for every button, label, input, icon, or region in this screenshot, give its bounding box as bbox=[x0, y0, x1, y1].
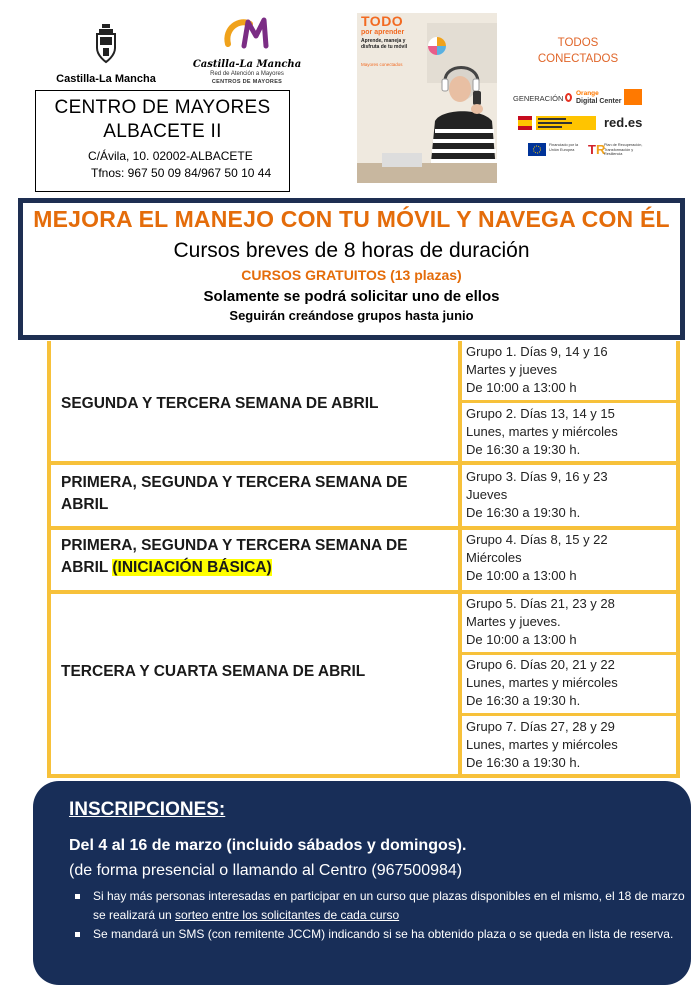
generacion-logo bbox=[513, 93, 572, 103]
campaign-poster bbox=[357, 13, 497, 183]
note2-text: Se mandará un SMS (con remitente JCCM) indicando si se ha obtenido plaza o se queda en lista de reserva. bbox=[93, 927, 674, 941]
block2-label: PRIMERA, SEGUNDA Y TERCERA SEMANA DE ABRIL bbox=[61, 474, 408, 513]
orange-sub-text: Digital Center bbox=[576, 98, 622, 105]
todos-conectados-logo bbox=[528, 35, 628, 67]
generacion-mark-icon bbox=[565, 93, 572, 102]
poster-subtitle: por aprender bbox=[361, 29, 405, 36]
center-name-line1: CENTRO DE MAYORES bbox=[54, 97, 271, 118]
block4-label: TERCERA Y CUARTA SEMANA DE ABRIL bbox=[61, 663, 366, 680]
registration-dates: Del 4 al 16 de marzo (incluido sábados y domingos). bbox=[69, 837, 467, 854]
todos-line1: TODOS bbox=[557, 37, 599, 49]
free-courses-text: CURSOS GRATUITOS (13 plazas) bbox=[241, 267, 462, 283]
generacion-text: GENERACIÓN bbox=[513, 94, 564, 103]
crest-icon bbox=[92, 22, 120, 66]
group-7-days: Lunes, martes y miércoles bbox=[466, 737, 618, 752]
group-1-title: Grupo 1. Días 9, 14 y 16 bbox=[466, 344, 608, 359]
block1-label: SEGUNDA Y TERCERA SEMANA DE ABRIL bbox=[61, 395, 379, 412]
center-phones: Tfnos: 967 50 09 84/967 50 10 44 bbox=[91, 166, 272, 180]
gobierno-espana-icon bbox=[518, 114, 598, 132]
poster-link: Mayores conectados bbox=[361, 62, 403, 67]
registration-heading-colon: : bbox=[218, 799, 226, 820]
poster-title: TODO bbox=[361, 13, 404, 29]
group-6 bbox=[466, 656, 676, 710]
jccm-logo bbox=[56, 22, 156, 85]
group-7-title: Grupo 7. Días 27, 28 y 29 bbox=[466, 719, 615, 734]
group-2-days: Lunes, martes y miércoles bbox=[466, 424, 618, 439]
group-1 bbox=[466, 343, 676, 397]
eu-logo bbox=[528, 143, 588, 157]
cm-logo-name: Castilla-La Mancha bbox=[192, 59, 302, 70]
group-5-title: Grupo 5. Días 21, 23 y 28 bbox=[466, 596, 615, 611]
group-1-time: De 10:00 a 13:00 h bbox=[466, 380, 577, 395]
course-title-box bbox=[18, 198, 685, 340]
schedule-table bbox=[47, 341, 680, 778]
groups-until-text: Seguirán creándose grupos hasta junio bbox=[229, 308, 474, 323]
centros-mayores-logo bbox=[192, 14, 302, 85]
group-divider bbox=[462, 713, 676, 716]
bullet-icon bbox=[75, 932, 80, 937]
group-divider bbox=[462, 400, 676, 403]
note1-text: Si hay más personas interesadas en participar en un curso que plazas disponibles en el mismo, el 18 de marzo se realizará un bbox=[93, 889, 685, 922]
headline: MEJORA EL MANEJO CON TU MÓVIL Y NAVEGA CON ÉL bbox=[33, 206, 670, 232]
group-3-title: Grupo 3. Días 9, 16 y 23 bbox=[466, 469, 608, 484]
group-7 bbox=[466, 718, 676, 772]
group-5-days: Martes y jueves. bbox=[466, 614, 561, 629]
bullet-icon bbox=[75, 894, 80, 899]
block3-label-text: PRIMERA, SEGUNDA Y TERCERA SEMANA DE ABRIL bbox=[61, 537, 408, 576]
group-4-time: De 10:00 a 13:00 h bbox=[466, 568, 577, 583]
group-3 bbox=[466, 468, 676, 522]
group-2-title: Grupo 2. Días 13, 14 y 15 bbox=[466, 406, 615, 421]
only-one-text: Solamente se podrá solicitar uno de ellos bbox=[203, 288, 500, 305]
note1-underlined: sorteo entre los solicitantes de cada curso bbox=[175, 908, 400, 922]
group-6-title: Grupo 6. Días 20, 21 y 22 bbox=[466, 657, 615, 672]
center-name-line2: ALBACETE II bbox=[103, 121, 222, 142]
redes-logo bbox=[604, 115, 642, 130]
row-divider bbox=[51, 461, 676, 465]
cm-logo-caption: CENTROS DE MAYORES bbox=[211, 79, 283, 85]
center-address: C/Ávila, 10. 02002-ALBACETE bbox=[88, 149, 253, 163]
group-5 bbox=[466, 595, 676, 649]
orange-text: Orange bbox=[576, 90, 599, 97]
redes-text: red.es bbox=[604, 115, 643, 130]
orange-square-icon bbox=[624, 89, 642, 105]
group-2-time: De 16:30 a 19:30 h. bbox=[466, 442, 581, 457]
group-5-time: De 10:00 a 13:00 h bbox=[466, 632, 577, 647]
registration-how: (de forma presencial o llamando al Centro (967500984) bbox=[69, 862, 463, 879]
group-1-days: Martes y jueves bbox=[466, 362, 558, 377]
registration-panel bbox=[33, 781, 691, 985]
list-item bbox=[73, 887, 688, 925]
tr-text: Plan de Recuperación, Transformación y Resiliencia bbox=[604, 143, 643, 157]
center-info-box bbox=[35, 90, 290, 192]
group-4-title: Grupo 4. Días 8, 15 y 22 bbox=[466, 532, 608, 547]
registration-heading-text: INSCRIPCIONES bbox=[69, 799, 219, 820]
group-3-days: Jueves bbox=[466, 487, 508, 502]
gobierno-espana-logo bbox=[518, 114, 598, 132]
poster-tagline: Aprende, maneja y disfruta de tu móvil bbox=[361, 38, 408, 50]
jccm-logo-text: Castilla-La Mancha bbox=[56, 73, 156, 85]
group-divider bbox=[462, 652, 676, 655]
group-2 bbox=[466, 405, 676, 459]
block3-label bbox=[61, 535, 456, 579]
group-4-days: Miércoles bbox=[466, 550, 522, 565]
eu-text: Financiado por la Unión Europea bbox=[549, 143, 579, 152]
todos-line2: CONECTADOS bbox=[537, 53, 619, 65]
group-4 bbox=[466, 531, 676, 585]
recovery-plan-logo bbox=[588, 143, 648, 157]
cm-logo-subtitle: Red de Atención a Mayores bbox=[210, 71, 284, 77]
registration-notes bbox=[73, 887, 688, 944]
list-item bbox=[73, 925, 688, 944]
group-7-time: De 16:30 a 19:30 h. bbox=[466, 755, 581, 770]
duration-text: Cursos breves de 8 horas de duración bbox=[173, 239, 530, 262]
row-divider bbox=[51, 526, 676, 530]
cm-mark-icon bbox=[222, 14, 272, 54]
registration-heading bbox=[69, 799, 225, 821]
tr-mark-icon: TR bbox=[588, 142, 606, 157]
group-6-days: Lunes, martes y miércoles bbox=[466, 675, 618, 690]
eu-flag-icon bbox=[528, 143, 546, 156]
group-6-time: De 16:30 a 19:30 h. bbox=[466, 693, 581, 708]
group-3-time: De 16:30 a 19:30 h. bbox=[466, 505, 581, 520]
row-divider bbox=[51, 590, 676, 594]
orange-digital-logo bbox=[576, 90, 622, 106]
basic-level-highlight: (INICIACIÓN BÁSICA) bbox=[112, 559, 272, 576]
